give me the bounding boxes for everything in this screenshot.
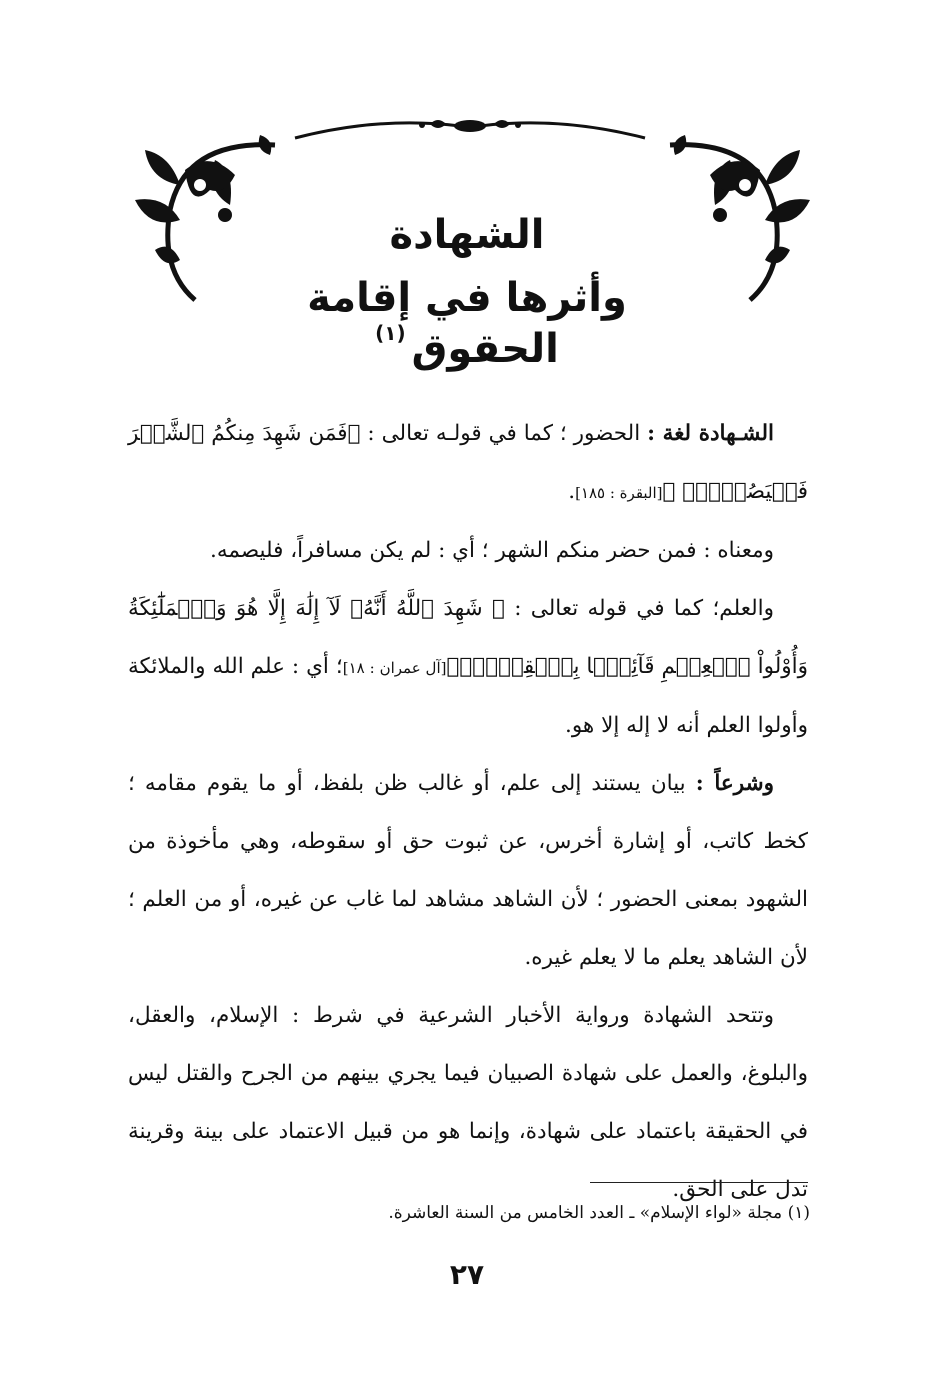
paragraph-tail: . <box>568 479 576 504</box>
paragraph-definition-legal <box>128 755 808 987</box>
page-title <box>250 212 684 258</box>
paragraph-lead: الشـهادة لغة : <box>647 421 775 446</box>
top-ornament-icon <box>290 110 650 150</box>
footnote-text: مجلة «لواء الإسلام» ـ العدد الخامس من السنة العاشرة. <box>388 1203 783 1223</box>
paragraph-text: وتتحد الشهادة ورواية الأخبار الشرعية في شرط : الإسلام، والعقل، والبلوغ، والعمل على شهادة الصبيان فيما يجري بينهم من الجرح والقتل ليس في الحقيقة باعتماد على شهادة، وإنما هو من قبيل الاعتماد على بينة وقرينة تدل على الحق. <box>128 1003 808 1202</box>
paragraph-definition-language <box>128 405 808 522</box>
paragraph-lead: وشرعاً : <box>695 771 774 796</box>
paragraph-meaning <box>128 522 808 580</box>
paragraph-tail: ؛ أي : علم الله والملائكة وأولوا العلم أنه لا إله إلا هو. <box>128 654 808 738</box>
page-title-text: الشهادة <box>389 212 545 258</box>
verse-reference: [البقرة : ١٨٥] <box>575 484 663 502</box>
footnote <box>250 1203 810 1223</box>
verse-reference: [آل عمران : ١٨] <box>342 659 447 677</box>
paragraph-conditions <box>128 987 808 1219</box>
paragraph-text: والعلم؛ كما في قوله تعالى : ﴿ شَهِدَ ٱللَّهُ أَنَّهُۥ لَآ إِلَٰهَ إِلَّا هُوَ وَٱلۡمَلَٰٓئِكَةُ وَأُوْلُواْ ٱلۡعِلۡمِ قَآئِمَۢا بِٱلۡقِسۡطِۚ﴾ <box>128 596 809 679</box>
page-number: ٢٧ <box>449 1258 485 1291</box>
footnote-marker: (١) <box>787 1203 810 1223</box>
title-footnote-marker: (١) <box>375 321 406 345</box>
paragraph-text: ومعناه : فمن حضر منكم الشهر ؛ أي : لم يكن مسافراً، فليصمه. <box>210 538 774 563</box>
paragraph-text: الحضور ؛ كما في قولـه تعالى : ﴿فَمَن شَهِدَ مِنكُمُ ٱلشَّهۡرَ فَلۡيَصُمۡهُۖ ﴾ <box>128 421 808 504</box>
right-corner-ornament-icon <box>660 130 820 310</box>
paragraph-knowledge <box>128 580 808 755</box>
paragraph-text: بيان يستند إلى علم، أو غالب ظن بلفظ، أو ما يقوم مقامه ؛ كخط كاتب، أو إشارة أخرس، عن ثبوت حق أو سقوطه، وهي مأخوذة من الشهود بمعنى الحضور ؛ لأن الشاهد مشاهد لما غاب عن غيره، أو من العلم ؛ لأن الشاهد يعلم ما لا يعلم غيره. <box>128 771 808 970</box>
page-subtitle <box>250 275 684 372</box>
body-text <box>128 405 808 1219</box>
page-subtitle-text: وأثرها في إقامة الحقوق <box>307 275 627 372</box>
footnote-divider <box>590 1182 808 1183</box>
